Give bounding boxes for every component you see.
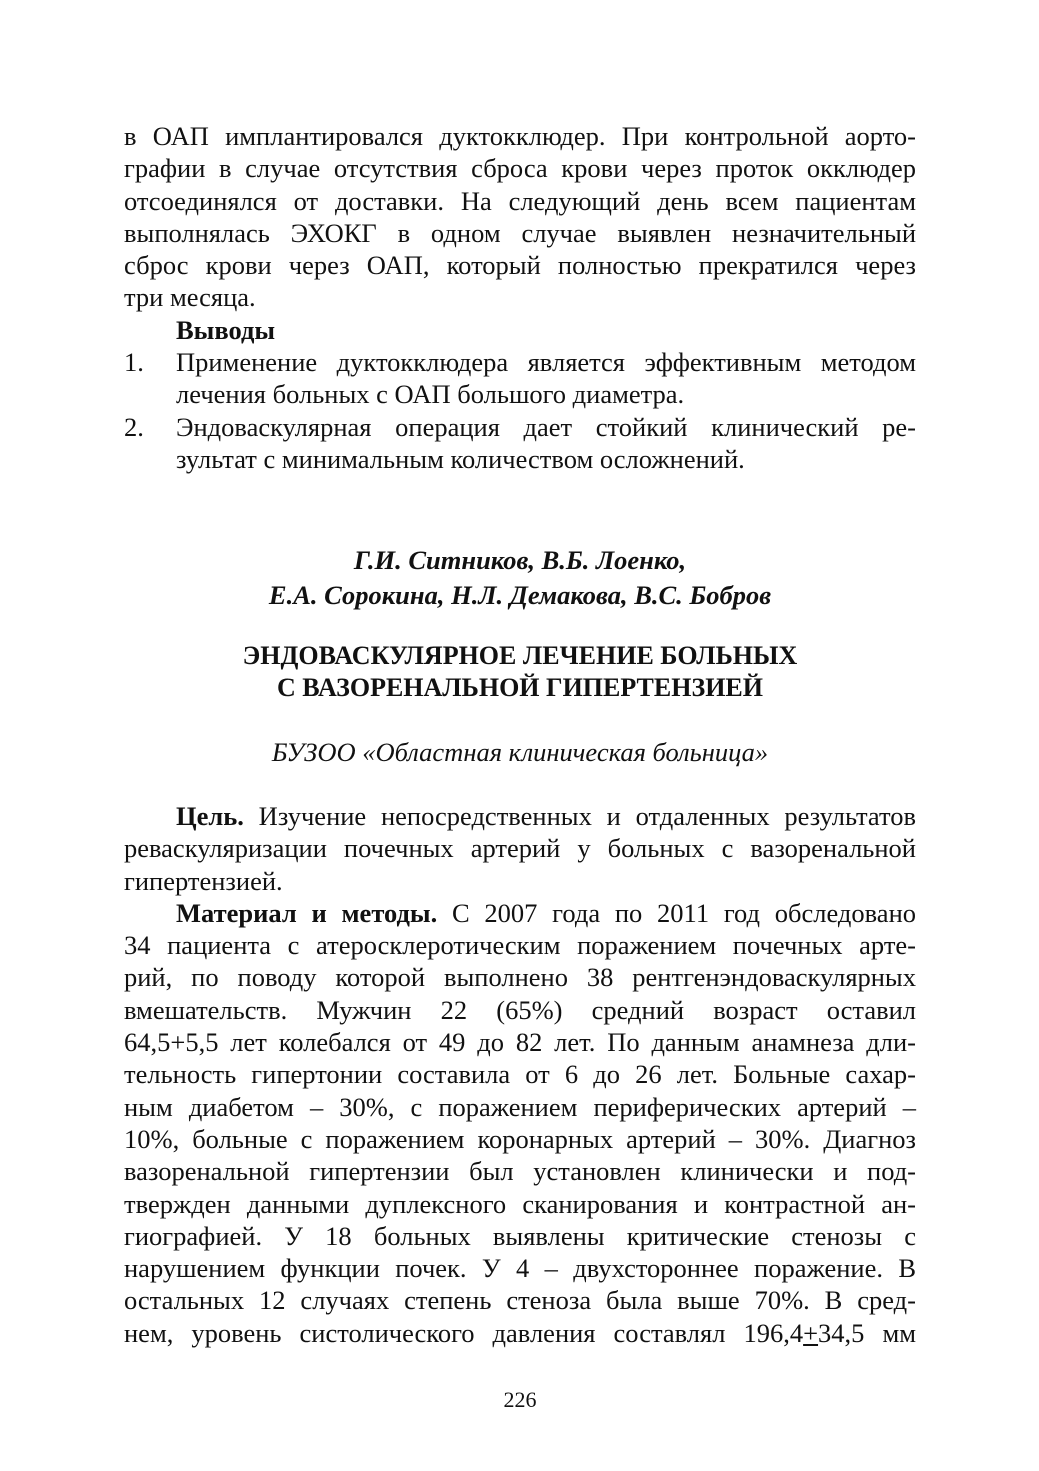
title-line: С ВАЗОРЕНАЛЬНОЙ ГИПЕРТЕНЗИЕЙ [277, 673, 763, 702]
conclusion-line: Эндоваскулярная операция дает стойкий клинический ре- [176, 411, 916, 442]
goal-text: Изучение непосредственных и отдаленных результатов [243, 801, 916, 831]
intro-line: три месяца. [124, 282, 256, 313]
intro-line: отсоединялся от доставки. На следующий день всем пациентам [124, 185, 916, 216]
methods-line: 34 пациента с атеросклеротическим поражением почечных арте- [124, 930, 916, 961]
goal-first-line [124, 800, 916, 832]
conclusion-number: 1. [124, 347, 144, 378]
goal-label: Цель. [176, 801, 244, 831]
article-title [124, 640, 916, 704]
methods-line: нарушением функции почек. У 4 – двухстороннее поражение. В [124, 1253, 916, 1284]
conclusion-line: лечения больных с ОАП большого диаметра. [176, 379, 685, 410]
methods-line: рий, по поводу которой выполнено 38 рентгенэндоваскулярных [124, 962, 916, 993]
intro-line: выполнялась ЭХОКГ в одном случае выявлен незначительный [124, 217, 916, 248]
conclusion-item [124, 411, 916, 476]
article-affiliation [124, 736, 916, 768]
intro-section [124, 120, 916, 475]
methods-line: остальных 12 случаях степень стеноза была выше 70%. В сред- [124, 1285, 916, 1316]
conclusion-line: Применение дуктокклюдера является эффективным методом [176, 347, 916, 378]
methods-text: С 2007 года по 2011 год обследовано [437, 897, 917, 928]
intro-line: сброс крови через ОАП, который полностью прекратился через [124, 250, 916, 281]
methods-line: ным диабетом – 30%, с поражением периферических артерий – [124, 1091, 916, 1122]
authors-line: Е.А. Сорокина, Н.Л. Демакова, В.С. Бобров [268, 580, 772, 610]
methods-line: гиографией. У 18 больных выявлены критические стенозы с [124, 1220, 916, 1251]
conclusion-line: зультат с минимальным количеством осложнений. [176, 443, 745, 474]
goal-line: гипертензией. [124, 865, 283, 896]
affiliation-text: БУЗОО «Областная клиническая больница» [271, 737, 769, 767]
methods-last-text: нем, уровень систолического давления составлял 196,4 [124, 1317, 804, 1348]
intro-line: в ОАП имплантировался дуктокклюдер. При контрольной аорто- [124, 121, 916, 151]
methods-label: Материал и методы. [176, 897, 438, 928]
methods-line: тельность гипертонии составила от 6 до 26 лет. Больные сахар- [124, 1059, 916, 1090]
methods-line: вазоренальной гипертензии был установлен клинически и под- [124, 1156, 916, 1187]
methods-line: 10%, больные с поражением коронарных артерий – 30%. Диагноз [124, 1123, 916, 1154]
methods-line: твержден данными дуплексного сканирования и контрастной ан- [124, 1188, 916, 1219]
methods-line: 64,5+5,5 лет колебался от 49 до 82 лет. По данным анамнеза дли- [124, 1027, 916, 1058]
conclusion-number: 2. [124, 411, 144, 442]
conclusions-heading: Выводы [176, 314, 276, 345]
intro-line: графии в случае отсутствия сброса крови через проток окклюдер [124, 153, 916, 184]
methods-line: вмешательств. Мужчин 22 (65%) средний возраст оставил [124, 994, 916, 1025]
authors-line: Г.И. Ситников, В.Б. Лоенко, [353, 545, 687, 575]
methods-last-line [124, 1317, 916, 1349]
title-line: ЭНДОВАСКУЛЯРНОЕ ЛЕЧЕНИЕ БОЛЬНЫХ [242, 641, 798, 670]
article-authors [124, 543, 916, 613]
page-number: 226 [503, 1387, 537, 1412]
plus-minus-sign: + [803, 1317, 819, 1348]
methods-last-text-end: 34,5 мм [818, 1317, 916, 1348]
article-body [124, 800, 916, 1349]
methods-first-line [124, 897, 916, 929]
goal-line: реваскуляризации почечных артерий у больных с вазоренальной [124, 833, 916, 864]
conclusion-item [124, 346, 916, 411]
